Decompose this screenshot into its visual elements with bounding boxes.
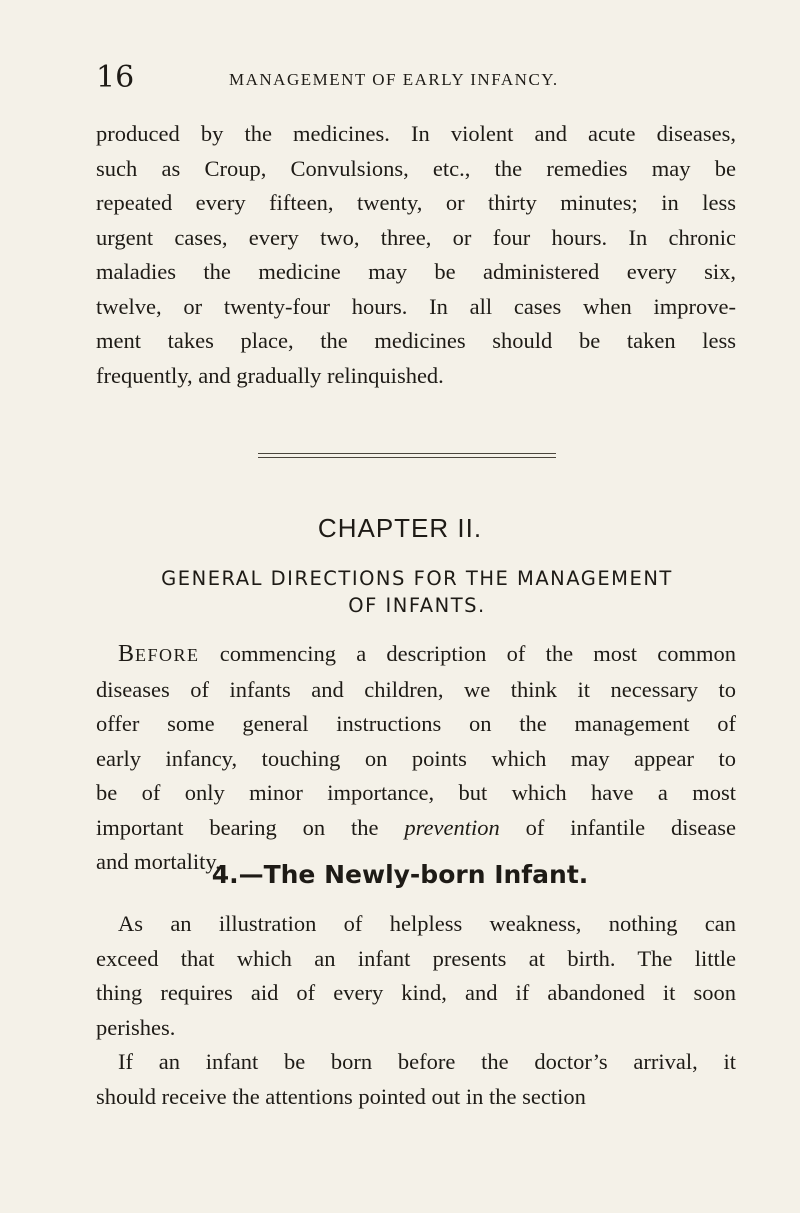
text-fragment: important bearing on the — [96, 814, 405, 840]
text-line: produced by the medicines. In violent and acute diseases, — [96, 121, 736, 146]
text-fragment: commencing a description of the most common — [199, 641, 736, 666]
text-line: diseases of infants and children, we think it necessary to — [96, 676, 736, 702]
text-line: exceed that which an infant presents at birth. The little — [96, 945, 736, 971]
chapter-subtitle-line: GENERAL DIRECTIONS FOR THE MANAGEMENT — [161, 567, 673, 590]
italic-word: prevention — [404, 814, 500, 840]
text-line: As an illustration of helpless weakness, nothing can — [118, 911, 736, 936]
text-line: If an infant be born before the doctor’s arrival, it — [118, 1049, 736, 1074]
paragraph-introduction — [96, 637, 736, 880]
text-line: offer some general instructions on the management of — [96, 711, 736, 736]
text-line: urgent cases, every two, three, or four hours. In chronic — [96, 224, 736, 250]
section-heading: 4.—The Newly-born Infant. — [211, 860, 589, 889]
text-line: and mortality. — [96, 849, 221, 874]
text-fragment: of infantile disease — [499, 814, 736, 840]
chapter-subtitle — [96, 565, 738, 619]
running-title: MANAGEMENT OF EARLY INFANCY. — [229, 70, 559, 89]
text-line: should receive the attentions pointed out in the section — [96, 1083, 586, 1109]
text-line — [96, 811, 736, 846]
text-line: frequently, and gradually relinquished. — [96, 362, 444, 388]
drop-initial: B — [118, 641, 136, 667]
chapter-title: CHAPTER II. — [317, 513, 483, 543]
text-line: ment takes place, the medicines should be taken less — [96, 328, 736, 353]
text-line: early infancy, touching on points which may appear to — [96, 745, 736, 771]
text-line: such as Croup, Convulsions, etc., the remedies may be — [96, 155, 736, 181]
text-line: thing requires aid of every kind, and if abandoned it soon — [96, 980, 736, 1005]
text-line: be of only minor importance, but which have a most — [96, 780, 736, 805]
paragraph-helplessness — [96, 907, 736, 1045]
text-line: perishes. — [96, 1014, 176, 1040]
text-line — [96, 637, 736, 673]
page-number: 16 — [96, 60, 135, 95]
paragraph-dosage — [96, 117, 736, 393]
running-header — [96, 60, 736, 95]
small-caps-word: EFORE — [135, 645, 200, 665]
text-line: maladies the medicine may be administered every six, — [96, 259, 736, 284]
chapter-subtitle-line: OF INFANTS. — [348, 594, 486, 617]
chapter-divider-rule — [258, 453, 556, 459]
text-line: repeated every fifteen, twenty, or thirty minutes; in less — [96, 190, 736, 215]
text-line: twelve, or twenty-four hours. In all cases when improve- — [96, 293, 736, 319]
paragraph-before-doctor — [96, 1045, 736, 1114]
